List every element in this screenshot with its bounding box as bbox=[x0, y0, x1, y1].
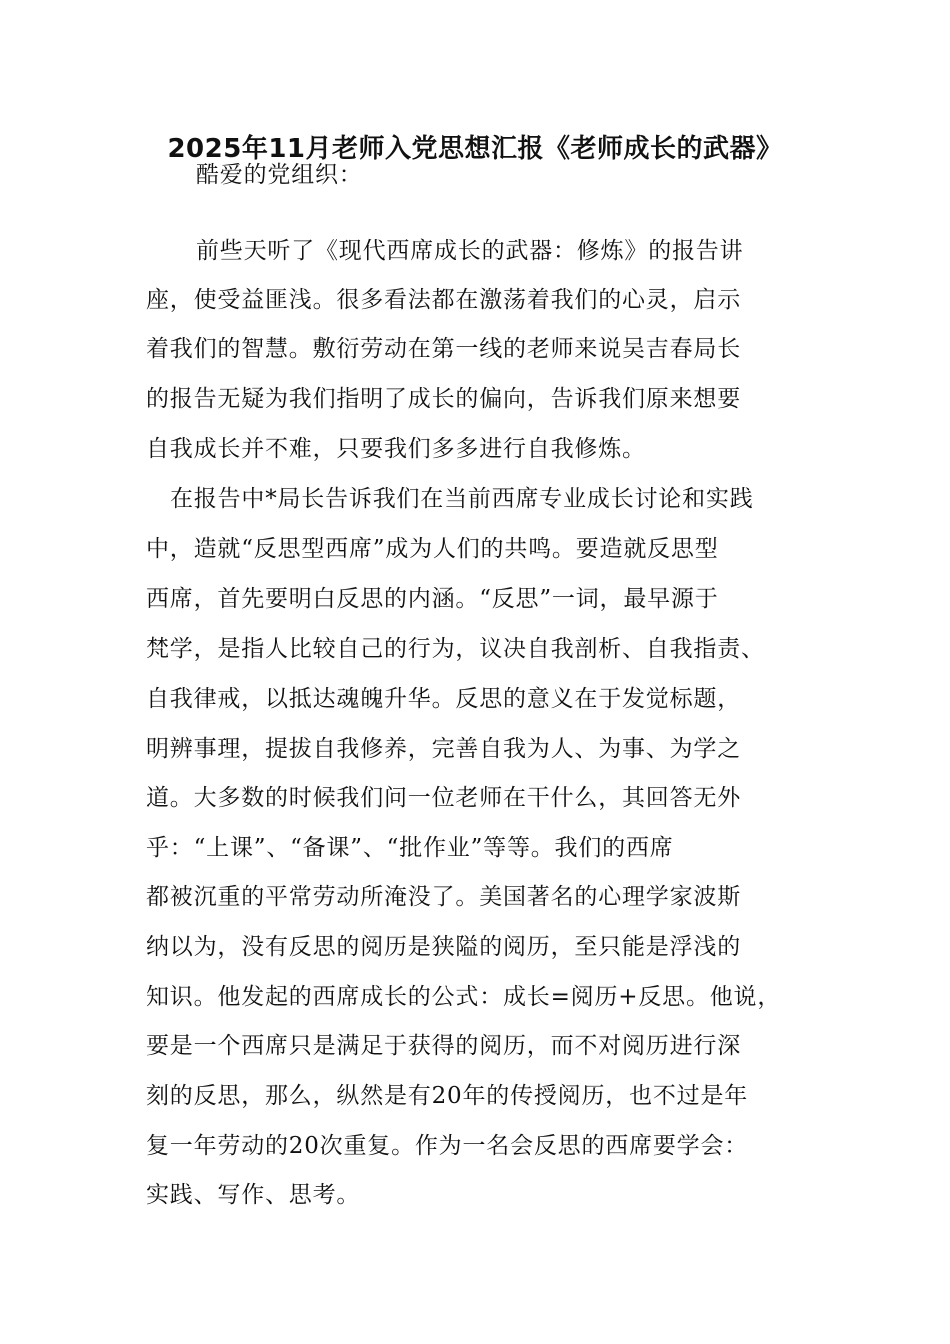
paragraph-2-line-4: 梵学，是指人比较自己的行为，议决自我剖析、自我指责、 bbox=[146, 636, 765, 662]
paragraph-2-line-11: 知识。他发起的西席成长的公式：成长=阅历+反思。他说， bbox=[146, 984, 782, 1010]
paragraph-1-line-3: 着我们的智慧。敷衍劳动在第一线的老师来说吴吉春局长 bbox=[146, 336, 741, 362]
paragraph-1-line-5: 自我成长并不难，只要我们多多进行自我修炼。 bbox=[146, 436, 646, 462]
paragraph-2-line-5: 自我律戒，以抵达魂魄升华。反思的意义在于发觉标题， bbox=[146, 686, 741, 712]
paragraph-2-line-9: 都被沉重的平常劳动所淹没了。美国著名的心理学家波斯 bbox=[146, 884, 741, 910]
paragraph-2-line-14: 复一年劳动的20次重复。作为一名会反思的西席要学会： bbox=[146, 1133, 749, 1159]
paragraph-2-line-13: 刻的反思，那么，纵然是有20年的传授阅历，也不过是年 bbox=[146, 1083, 749, 1109]
paragraph-2-line-8: 乎：“上课”、“备课”、“批作业”等等。我们的西席 bbox=[146, 835, 674, 861]
paragraph-2-line-2: 中，造就“反思型西席”成为人们的共鸣。要造就反思型 bbox=[146, 536, 719, 562]
paragraph-2-line-6: 明辨事理，提拔自我修养，完善自我为人、为事、为学之 bbox=[146, 736, 741, 762]
salutation: 酷爱的党组织： bbox=[196, 162, 363, 188]
paragraph-2-line-10: 纳以为，没有反思的阅历是狭隘的阅历，至只能是浮浅的 bbox=[146, 934, 741, 960]
paragraph-1-line-2: 座，使受益匪浅。很多看法都在激荡着我们的心灵，启示 bbox=[146, 287, 741, 313]
paragraph-2-line-3: 西席，首先要明白反思的内涵。“反思”一词，最早源于 bbox=[146, 586, 719, 612]
document-title: 2025年11月老师入党思想汇报《老师成长的武器》 bbox=[167, 134, 783, 164]
paragraph-2-line-7: 道。大多数的时候我们问一位老师在干什么，其回答无外 bbox=[146, 785, 741, 811]
paragraph-2-line-15: 实践、写作、思考。 bbox=[146, 1182, 361, 1208]
paragraph-1-line-1: 前些天听了《现代西席成长的武器：修炼》的报告讲 bbox=[196, 238, 744, 264]
paragraph-2-line-1: 在报告中*局长告诉我们在当前西席专业成长讨论和实践 bbox=[170, 486, 754, 512]
paragraph-1-line-4: 的报告无疑为我们指明了成长的偏向，告诉我们原来想要 bbox=[146, 386, 741, 412]
paragraph-2-line-12: 要是一个西席只是满足于获得的阅历，而不对阅历进行深 bbox=[146, 1033, 741, 1059]
